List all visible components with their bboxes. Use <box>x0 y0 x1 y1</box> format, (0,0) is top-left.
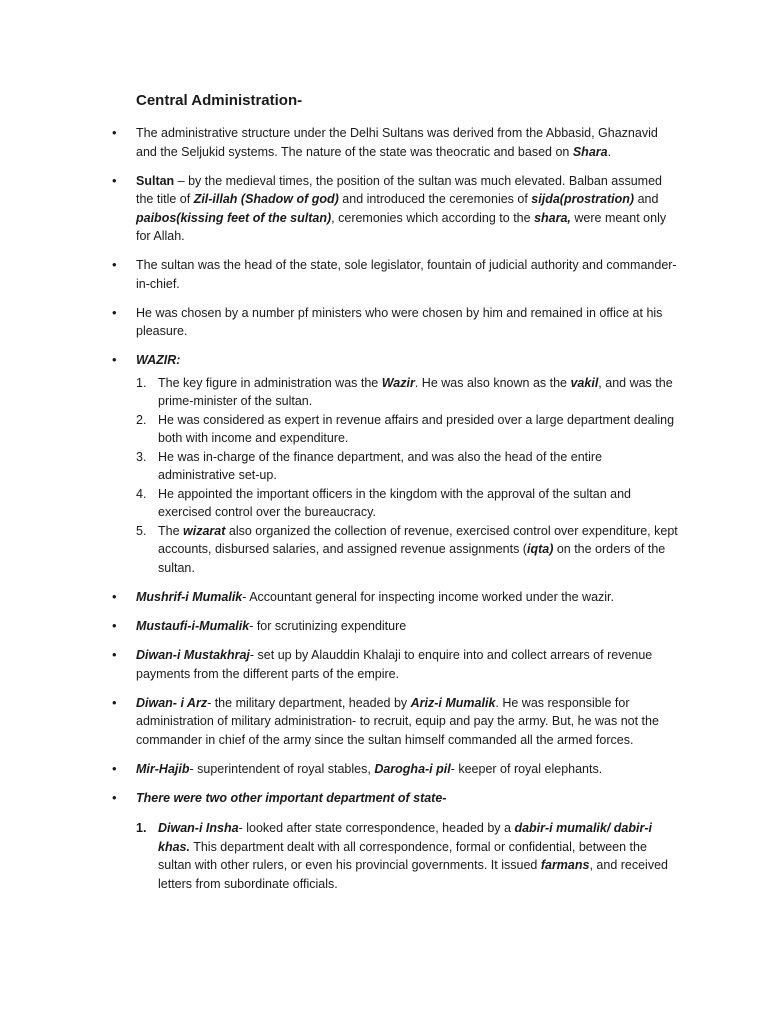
bullet-text: and introduced the ceremonies of <box>338 192 532 206</box>
list-number: 1. <box>136 821 147 835</box>
other-departments-list <box>136 819 680 893</box>
term-shara: shara, <box>534 210 571 225</box>
list-item <box>136 819 680 893</box>
wazir-list <box>136 374 680 578</box>
other-departments-title: There were two other important department of state- <box>136 790 447 805</box>
document-body <box>112 124 680 904</box>
term-zil-illah: Zil-illah (Shadow of god) <box>193 192 339 206</box>
bullet-text: , ceremonies which according to the <box>331 210 535 225</box>
list-item <box>136 411 680 448</box>
term-diwan-i-insha: Diwan-i Insha <box>158 821 239 835</box>
term-mir-hajib: Mir-Hajib <box>136 761 190 776</box>
bullet-mushrif <box>112 588 680 607</box>
bullet-structure <box>112 124 680 161</box>
bullet-other-departments <box>112 789 680 808</box>
bullet-text: The administrative structure under the Delhi Sultans was derived from the Abbasid, Ghaznavid and the Seljukid systems. The nature of the state was theocratic and based on <box>136 126 658 159</box>
bullet-text: - Accountant general for inspecting income worked under the wazir. <box>242 590 615 604</box>
term-ariz: Ariz-i Mumalik <box>410 695 496 710</box>
term-diwan-i-arz: Diwan- i Arz <box>136 695 208 710</box>
bullet-head-of-state: • The sultan was the head of the state, sole legislator, fountain of judicial authority and commander-in-chief. <box>112 256 680 293</box>
term-darogha: Darogha-i pil <box>374 761 451 776</box>
list-text: He was considered as expert in revenue affairs and presided over a large department dealing both with income and expenditure. <box>158 412 675 445</box>
bullet-mustakhraj <box>112 646 680 683</box>
list-item <box>136 374 680 411</box>
term-sultan: Sultan <box>136 173 175 188</box>
list-text: The key figure in administration was the <box>158 375 382 390</box>
term-sijda: sijda(prostration) <box>531 192 635 206</box>
bullet-text: - keeper of royal elephants. <box>450 761 603 776</box>
bullet-text: - superintendent of royal stables, <box>189 761 375 776</box>
list-number: 2. <box>136 412 147 427</box>
term-mustaufi: Mustaufi-i-Mumalik <box>136 619 250 633</box>
term-wazir-title: WAZIR: <box>136 353 181 367</box>
list-text: He was in-charge of the finance department, and was also the head of the entire administrative set-up. <box>158 449 603 482</box>
term-farmans: farmans <box>540 858 590 872</box>
list-text: , and was the prime-minister of the sultan. <box>158 375 673 408</box>
term-paibos: paibos(kissing feet of the sultan) <box>136 210 332 225</box>
list-item <box>136 522 680 578</box>
term-shara: Shara <box>572 144 608 159</box>
bullet-wazir <box>112 351 680 370</box>
list-number: 5. <box>136 523 147 538</box>
bullet-text: - for scrutinizing expenditure <box>249 619 407 633</box>
section-heading: Central Administration- <box>136 92 303 109</box>
term-mushrif: Mushrif-i Mumalik <box>136 590 243 604</box>
list-text: also organized the collection of revenue, exercised control over expenditure, kept accounts, disbursed salaries, and assigned revenue assignments ( <box>158 523 678 556</box>
list-text: - looked after state correspondence, headed by a <box>238 821 515 835</box>
list-text: This department dealt with all correspondence, formal or confidential, between the sultan with other rulers, or even his provincial governments. It issued <box>158 839 647 872</box>
term-vakil: vakil <box>570 375 599 390</box>
bullet-text: and <box>634 192 659 206</box>
term-wazir: Wazir <box>381 375 415 390</box>
bullet-arz <box>112 694 680 750</box>
bullet-text: - set up by Alauddin Khalaji to enquire into and collect arrears of revenue payments from the different parts of the empire. <box>136 648 653 681</box>
bullet-hajib <box>112 760 680 779</box>
term-dabir: dabir-i mumalik/ dabir-i khas. <box>158 821 652 854</box>
bullet-text: . He was responsible for administration of military administration- to recruit, equip and pay the army. But, he was not the commander in chief of the army since the sultan himself commanded all the armed forces. <box>136 695 659 747</box>
list-number: 1. <box>136 375 147 390</box>
bullet-text: – by the medieval times, the position of the sultan was much elevated. Balban assumed the title of <box>136 173 662 206</box>
bullet-ministers: • He was chosen by a number pf ministers who were chosen by him and remained in office at his pleasure. <box>112 304 680 341</box>
list-text: , and received letters from subordinate officials. <box>158 858 668 891</box>
bullet-text: were meant only for Allah. <box>136 210 667 243</box>
bullet-mustaufi <box>112 617 680 636</box>
list-text: He appointed the important officers in the kingdom with the approval of the sultan and exercised control over the bureaucracy. <box>158 486 631 519</box>
term-mustakhraj: Diwan-i Mustakhraj <box>136 648 250 662</box>
list-item <box>136 485 680 522</box>
list-text: . He was also known as the <box>414 375 571 390</box>
list-number: 3. <box>136 449 147 464</box>
list-item <box>136 448 680 485</box>
bullet-text: - the military department, headed by <box>207 695 411 710</box>
list-text: The <box>158 523 184 538</box>
list-number: 4. <box>136 486 147 501</box>
term-wizarat: wizarat <box>183 523 226 538</box>
bullet-sultan <box>112 172 680 246</box>
bullet-text: . <box>607 144 612 159</box>
list-text: on the orders of the sultan. <box>158 542 666 575</box>
term-iqta: iqta) <box>526 542 554 556</box>
